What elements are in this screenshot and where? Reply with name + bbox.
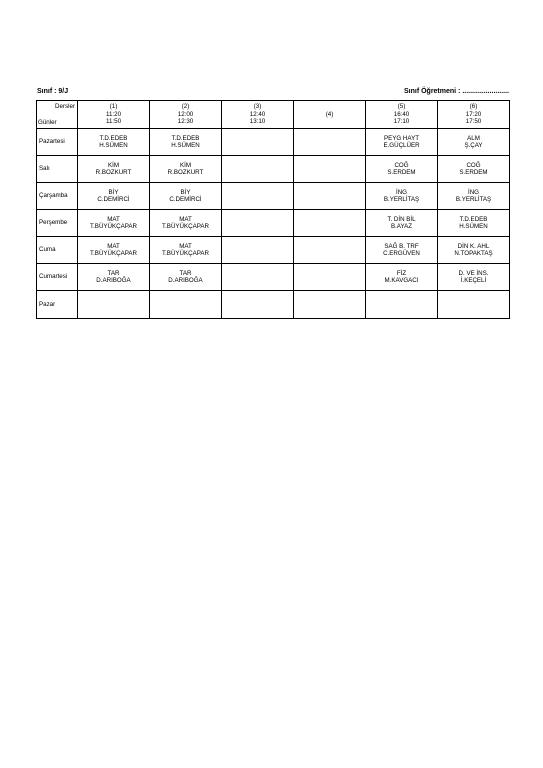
lesson-subject: DİN K. AHL: [457, 242, 490, 250]
day-row: [37, 237, 510, 264]
lesson-cell: [294, 237, 366, 264]
period-num: (1): [109, 103, 118, 111]
lesson-subject: PEYG HAYT: [384, 134, 419, 142]
lesson-cell: [294, 264, 366, 291]
lesson-teacher: E.GÜÇLÜER: [383, 142, 420, 149]
period-header-3: [222, 101, 294, 129]
lesson-cell: [150, 129, 222, 156]
corner-gunler: Günler: [38, 118, 57, 126]
lesson-cell: [222, 183, 294, 210]
period-num: (6): [469, 103, 478, 111]
class-label: Sınıf : 9/J: [37, 88, 69, 95]
lesson-teacher: H.SÜMEN: [171, 142, 200, 149]
lesson-cell: [438, 210, 510, 237]
lesson-teacher: B.AYAZ: [390, 223, 413, 230]
day-name: Cuma: [37, 237, 78, 264]
day-row: [37, 264, 510, 291]
lesson-cell: [150, 210, 222, 237]
lesson-cell: [366, 237, 438, 264]
lesson-subject: TAR: [179, 269, 192, 277]
lesson-subject: KİM: [107, 161, 119, 169]
lesson-cell: [294, 129, 366, 156]
period-end: 13:10: [249, 118, 266, 126]
lesson-cell: [438, 129, 510, 156]
lesson-subject: T.D.EDEB: [99, 134, 128, 142]
lesson-teacher: T.BÜYÜKÇAPAR: [162, 250, 209, 257]
day-name: Perşembe: [37, 210, 78, 237]
period-header-4: [294, 101, 366, 129]
day-row: [37, 291, 510, 319]
lesson-teacher: Ş.ÇAY: [464, 142, 483, 149]
lesson-cell: [294, 291, 366, 319]
lesson-teacher: H.SÜMEN: [99, 142, 128, 149]
lesson-teacher: M.KAVGACI: [384, 277, 419, 284]
lesson-cell: [438, 264, 510, 291]
day-name: Cumartesi: [37, 264, 78, 291]
lesson-cell: [150, 264, 222, 291]
period-end: 17:50: [465, 118, 482, 126]
period-start: 11:20: [105, 110, 122, 118]
lesson-cell: [78, 210, 150, 237]
lesson-cell: [78, 291, 150, 319]
period-header-2: [150, 101, 222, 129]
schedule-header: [37, 88, 509, 99]
day-row: [37, 156, 510, 183]
timetable-body: [37, 101, 510, 319]
lesson-subject: BİY: [180, 188, 191, 196]
lesson-subject: ALM: [467, 134, 480, 142]
corner-dersler: Dersler: [55, 103, 75, 110]
period-num: (2): [181, 103, 190, 111]
day-name: Pazar: [37, 291, 78, 319]
period-start: 12:00: [177, 110, 194, 118]
lesson-cell: [366, 129, 438, 156]
lesson-subject: D. VE İNS.: [458, 269, 489, 277]
lesson-cell: [294, 183, 366, 210]
lesson-cell: [222, 210, 294, 237]
lesson-teacher: C.DEMİRCİ: [169, 196, 202, 203]
lesson-subject: KİM: [179, 161, 191, 169]
period-header-5: [366, 101, 438, 129]
lesson-teacher: R.BOZKURT: [167, 169, 204, 176]
lesson-cell: [150, 237, 222, 264]
lesson-cell: [222, 156, 294, 183]
teacher-label: Sınıf Öğretmeni : ........................: [403, 88, 509, 95]
lesson-cell: [78, 183, 150, 210]
lesson-cell: [78, 156, 150, 183]
day-row: [37, 129, 510, 156]
lesson-cell: [78, 264, 150, 291]
day-row: [37, 183, 510, 210]
period-start: 16:40: [393, 110, 410, 118]
lesson-teacher: T.BÜYÜKÇAPAR: [90, 250, 137, 257]
lesson-subject: SAĞ B. TRF: [384, 242, 419, 250]
lesson-cell: [294, 156, 366, 183]
lesson-subject: T. DİN BİL: [387, 215, 416, 223]
lesson-subject: T.D.EDEB: [459, 215, 488, 223]
lesson-cell: [78, 129, 150, 156]
lesson-teacher: H.SÜMEN: [459, 223, 488, 230]
lesson-subject: MAT: [107, 242, 120, 250]
lesson-cell: [366, 264, 438, 291]
lesson-cell: [78, 237, 150, 264]
lesson-subject: FİZ: [396, 269, 407, 277]
lesson-cell: [438, 237, 510, 264]
lesson-cell: [294, 210, 366, 237]
lesson-teacher: C.ERGÜVEN: [383, 250, 420, 257]
lesson-cell: [438, 291, 510, 319]
lesson-teacher: B.YERLİTAŞ: [383, 196, 420, 203]
lesson-cell: [222, 291, 294, 319]
lesson-teacher: T.BÜYÜKÇAPAR: [162, 223, 209, 230]
day-name: Pazartesi: [37, 129, 78, 156]
period-header-6: [438, 101, 510, 129]
period-start: 12:40: [249, 110, 266, 118]
lesson-cell: [366, 291, 438, 319]
lesson-teacher: N.TOPAKTAŞ: [454, 250, 493, 257]
period-header-1: [78, 101, 150, 129]
lesson-subject: İNG: [467, 188, 479, 196]
lesson-cell: [222, 264, 294, 291]
day-row: [37, 210, 510, 237]
lesson-subject: İNG: [395, 188, 407, 196]
lesson-teacher: B.YERLİTAŞ: [455, 196, 492, 203]
period-start: 17:20: [465, 110, 482, 118]
period-num: (4): [325, 110, 334, 118]
timetable: [36, 100, 510, 319]
lesson-subject: MAT: [107, 215, 120, 223]
lesson-teacher: S.ERDEM: [387, 169, 416, 176]
period-end: 17:10: [393, 118, 410, 126]
lesson-teacher: S.ERDEM: [459, 169, 488, 176]
lesson-cell: [150, 183, 222, 210]
corner-cell: [37, 101, 78, 129]
period-end: 12:30: [177, 118, 194, 126]
period-num: (3): [253, 103, 262, 111]
lesson-cell: [366, 210, 438, 237]
lesson-subject: T.D.EDEB: [171, 134, 200, 142]
lesson-teacher: D.ARIBOĞA: [96, 277, 131, 284]
day-name: Çarşamba: [37, 183, 78, 210]
day-name: Salı: [37, 156, 78, 183]
header-row: [37, 101, 510, 129]
lesson-cell: [150, 156, 222, 183]
lesson-cell: [222, 237, 294, 264]
lesson-subject: COĞ: [466, 161, 481, 169]
lesson-cell: [438, 156, 510, 183]
period-end: 11:50: [105, 118, 122, 126]
lesson-teacher: R.BOZKURT: [95, 169, 132, 176]
lesson-teacher: T.BÜYÜKÇAPAR: [90, 223, 137, 230]
lesson-teacher: D.ARIBOĞA: [168, 277, 203, 284]
period-num: (5): [397, 103, 406, 111]
lesson-teacher: İ.KEÇELİ: [460, 277, 487, 284]
lesson-cell: [438, 183, 510, 210]
lesson-subject: COĞ: [394, 161, 409, 169]
lesson-cell: [366, 183, 438, 210]
lesson-subject: BİY: [108, 188, 119, 196]
lesson-subject: TAR: [107, 269, 120, 277]
lesson-cell: [366, 156, 438, 183]
lesson-cell: [150, 291, 222, 319]
lesson-subject: MAT: [179, 242, 192, 250]
lesson-subject: MAT: [179, 215, 192, 223]
lesson-teacher: C.DEMİRCİ: [97, 196, 130, 203]
lesson-cell: [222, 129, 294, 156]
